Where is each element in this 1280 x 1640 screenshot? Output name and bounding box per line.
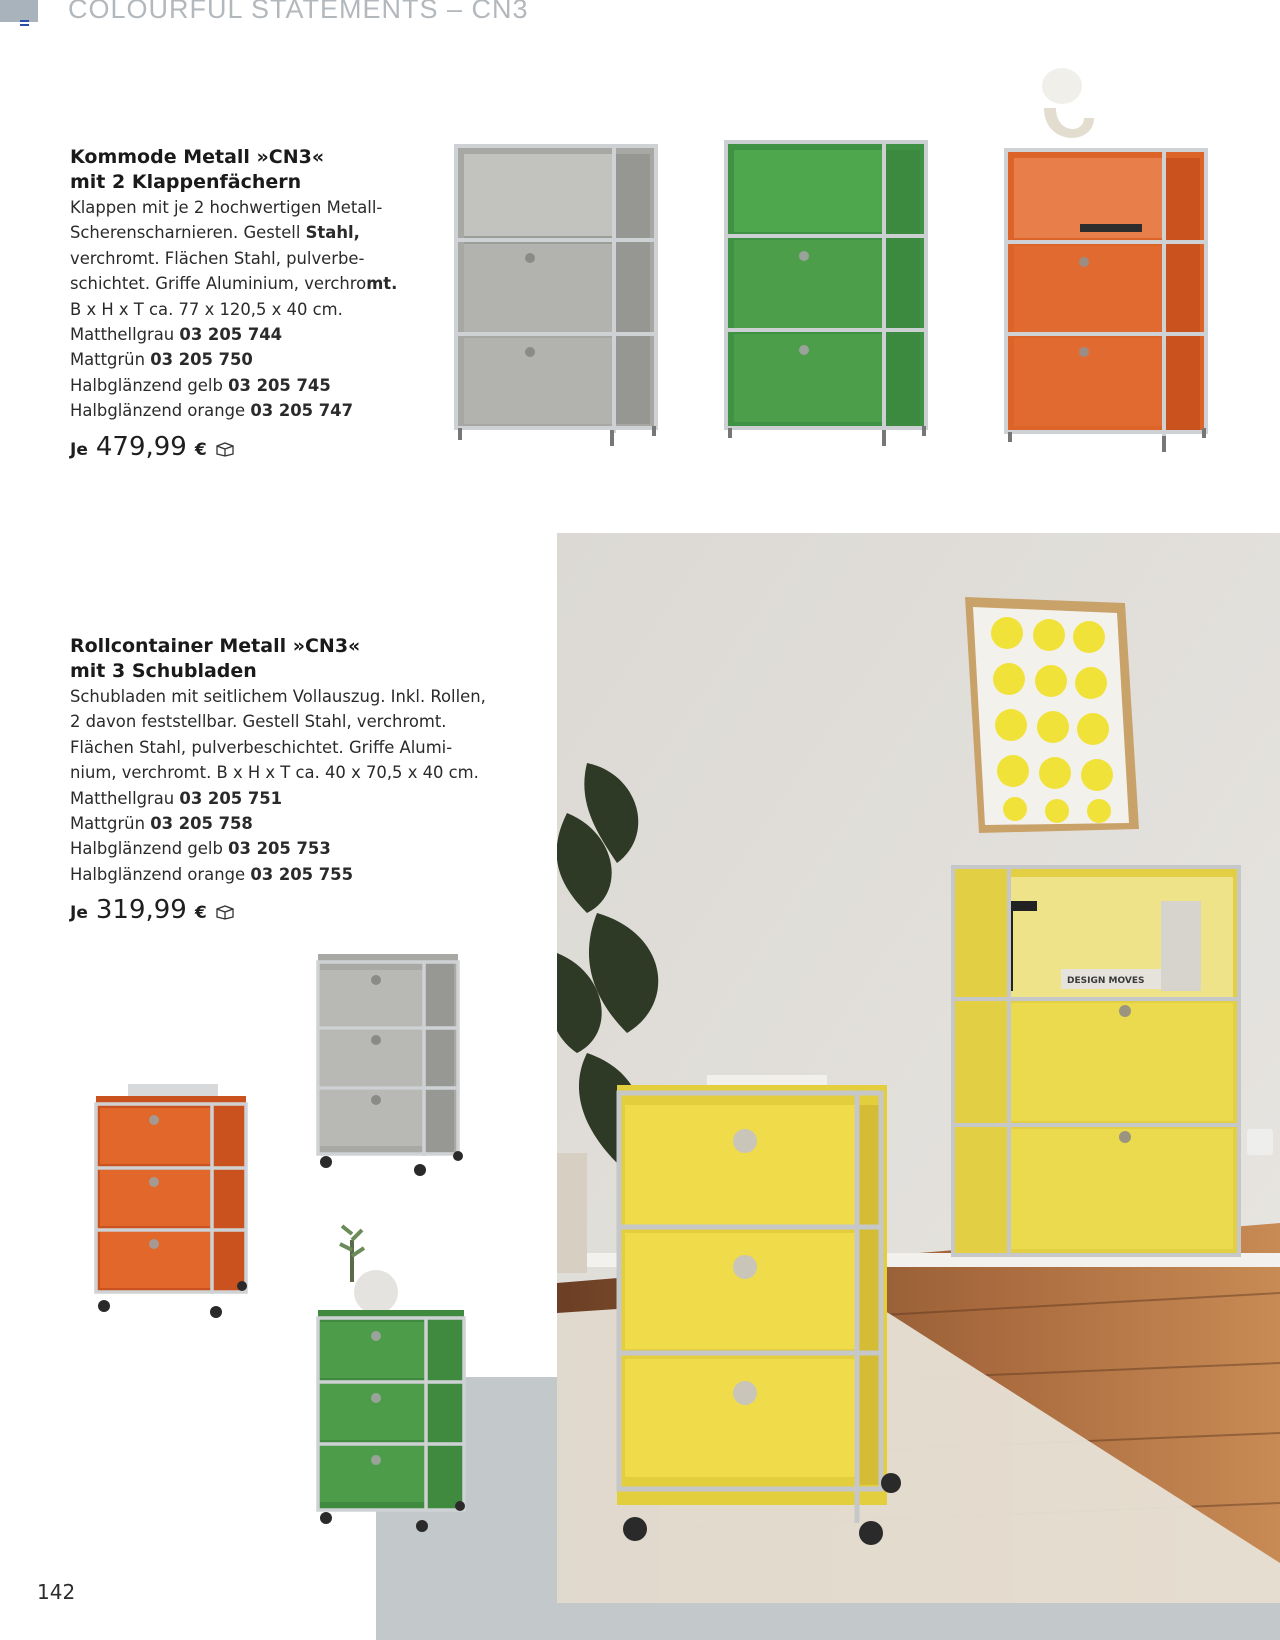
price-currency: € (194, 903, 207, 924)
poster (965, 597, 1139, 833)
shipping-box-icon (215, 904, 235, 920)
shipping-box-icon (215, 441, 235, 457)
variant-row: Matthellgrau 03 205 744 (70, 325, 283, 345)
header-mark (20, 24, 29, 26)
price-value: 479,99 (95, 431, 187, 462)
product-title (70, 145, 500, 195)
title-line: mit 2 Klappenfächern (70, 171, 302, 193)
variant-row: Halbglänzend gelb 03 205 753 (70, 839, 331, 859)
product-description: Klappen mit je 2 hochwertigen Metall-Scherenscharnieren. Gestell Stahl, verchromt. Flächen Stahl, pulverbe-schichtet. Griffe Aluminium, verchromt. (70, 198, 398, 294)
product-dimensions: B x H x T ca. 77 x 120,5 x 40 cm. (70, 299, 343, 319)
title-line: mit 3 Schubladen (70, 660, 257, 682)
variant-row: Halbglänzend gelb 03 205 745 (70, 375, 331, 395)
section-title: COLOURFUL STATEMENTS – CN3 (68, 0, 529, 24)
rollcontainer-grey-image (308, 948, 472, 1184)
product-rollcontainer (70, 634, 500, 925)
price-value: 319,99 (95, 895, 187, 926)
variant-row: Halbglänzend orange 03 205 747 (70, 401, 353, 421)
book-spine-text: DESIGN MOVES (1067, 976, 1145, 986)
variant-list (70, 322, 500, 424)
room-photo (557, 533, 1280, 1603)
rollcontainer-orange-image (88, 1080, 252, 1326)
price-prefix: Je (70, 903, 88, 924)
header-mark (20, 20, 29, 22)
price-row (70, 895, 500, 925)
price-currency: € (194, 439, 207, 460)
title-line: Rollcontainer Metall »CN3« (70, 635, 361, 657)
page-number: 142 (37, 1580, 76, 1604)
product-description: Schubladen mit seitlichem Vollauszug. Inkl. Rollen, 2 davon feststellbar. Gestell Stahl, verchromt. Flächen Stahl, pulverbeschichtet. Griffe Alumi-nium, verchromt. B x H x T ca. 40 x 70,5 x 40 cm. (70, 687, 486, 783)
price-row (70, 432, 500, 462)
kommode-orange-image (1000, 66, 1220, 466)
title-line: Kommode Metall »CN3« (70, 146, 325, 168)
product-title (70, 634, 500, 684)
variant-row: Mattgrün 03 205 758 (70, 814, 253, 834)
variant-list (70, 786, 500, 888)
rollcontainer-green-image (308, 1220, 472, 1540)
header-tab (0, 0, 38, 22)
price-prefix: Je (70, 439, 88, 460)
variant-row: Halbglänzend orange 03 205 755 (70, 864, 353, 884)
kommode-green-image (720, 134, 940, 464)
kommode-grey-image (450, 138, 670, 458)
product-kommode (70, 145, 500, 462)
variant-row: Matthellgrau 03 205 751 (70, 788, 283, 808)
variant-row: Mattgrün 03 205 750 (70, 350, 253, 370)
